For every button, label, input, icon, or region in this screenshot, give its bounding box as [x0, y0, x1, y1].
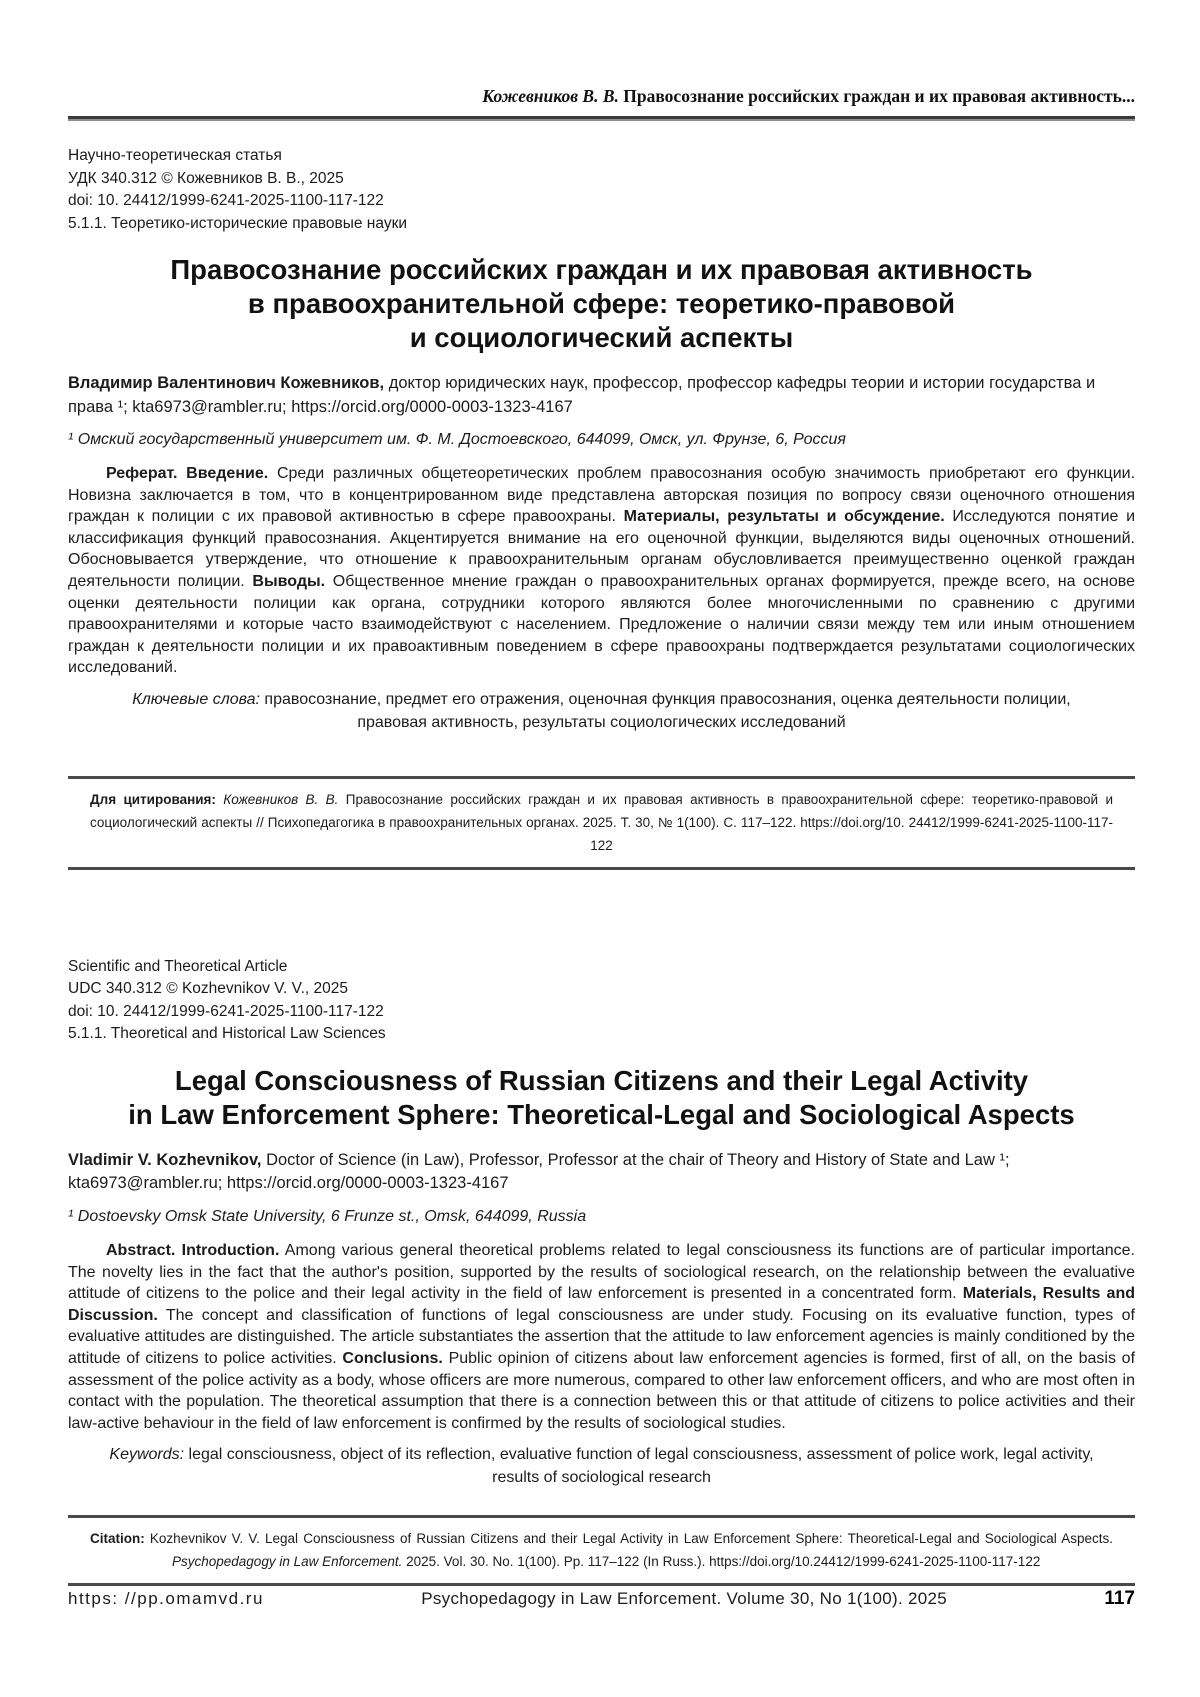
- section-code-en: 5.1.1. Theoretical and Historical Law Sciences: [68, 1025, 386, 1043]
- footer-page-number: 117: [1104, 1588, 1135, 1609]
- citation-journal-en: Psychopedagogy in Law Enforcement.: [172, 1554, 403, 1570]
- abstract-label-conclusions-ru: Выводы.: [252, 572, 326, 590]
- abstract-text-materials-en: The concept and classification of functions of legal consciousness are under study. Focusing on its evaluative function, types of evaluative attitudes are distinguished. The article substantiates the assertion that the attitude to law enforcement agencies is mainly conditioned by the attitude of citizens to police activities.: [68, 1306, 1135, 1367]
- abstract-text-introduction-ru: Среди различных общетеоретических проблем правосознания особую значимость приобретают его функции. Новизна заключается в том, что в концентрированном виде представлена авторская позиция по вопросу связи оценочного отношения граждан к полиции с их правовой активностью в сфере правоохраны.: [68, 465, 1136, 526]
- keywords-text-en: legal consciousness, object of its reflection, evaluative function of legal consciousness, assessment of police work, legal activity, results of sociological research: [184, 1446, 1094, 1487]
- keywords-ru: [68, 688, 1135, 734]
- citation-ru: [90, 788, 1113, 857]
- citation-tail-en: 2025. Vol. 30. No. 1(100). Pp. 117–122 (In Russ.). https://doi.org/10.24412/1999-6241-2025-1100-117-122: [402, 1554, 1041, 1570]
- abstract-label-introduction-en: Abstract. Introduction.: [106, 1241, 280, 1259]
- header-rule: [68, 116, 1135, 121]
- abstract-text-materials-ru: Исследуются понятие и классификация функций правосознания. Акцентируется внимание на его оценочной функции, выделяются виды оценочных отношений. Обосновывается утверждение, что отношение к правоохранительным органам обусловливается преимущественно оценкой граждан деятельности полиции.: [68, 508, 1136, 590]
- citation-text-ru: Правосознание российских граждан и их правовая активность в правоохранительной сфере: теоретико-правовой и социологический аспекты // Психопедагогика в правоохранительных органах. 2025. Т. 30, № 1(100). С. 117–122. https://doi.org/10. 24412/1999-6241-2025-1100-117-122: [90, 791, 1113, 853]
- keywords-en: [68, 1443, 1135, 1489]
- abstract-label-conclusions-en: Conclusions.: [342, 1349, 443, 1367]
- article-title-ru: Правосознание российских граждан и их правовая активность в правоохранительной сфере: теоретико-правовой и социологический аспекты: [170, 254, 1033, 353]
- author-block-en: [68, 1149, 1135, 1196]
- abstract-label-introduction-ru: Реферат. Введение.: [106, 465, 269, 482]
- affiliation-en: ¹ Dostoevsky Omsk State University, 6 Frunze st., Omsk, 644099, Russia: [68, 1207, 587, 1225]
- author-orcid-link-en[interactable]: https://orcid.org/0000-0003-1323-4167: [226, 1174, 509, 1193]
- citation-box-ru: [68, 776, 1135, 870]
- abstract-label-materials-en: Materials, Results and Discussion.: [68, 1285, 1135, 1324]
- doi-link-ru[interactable]: doi: 10. 24412/1999-6241-2025-1100-117-122: [68, 192, 384, 209]
- udc-en: UDC 340.312 © Kozhevnikov V. V., 2025: [68, 980, 348, 998]
- author-sep-ru: ;: [282, 397, 292, 416]
- running-head: [68, 86, 1135, 116]
- keywords-label-ru: Ключевые слова:: [132, 690, 260, 708]
- doi-link-en[interactable]: doi: 10. 24412/1999-6241-2025-1100-117-122: [68, 1002, 384, 1020]
- author-details-en: Doctor of Science (in Law), Professor, Professor at the chair of Theory and History of State and Law ¹;: [261, 1150, 1010, 1169]
- keywords-label-en: Keywords:: [109, 1446, 185, 1464]
- affiliation-ru: ¹ Омский государственный университет им. Ф. М. Достоевского, 644099, Омск, ул. Фрунзе, 6, Россия: [68, 431, 846, 448]
- author-block-ru: [68, 372, 1135, 419]
- abstract-label-materials-ru: Материалы, результаты и обсуждение.: [623, 508, 945, 526]
- metadata-ru: [68, 145, 1135, 235]
- abstract-text-conclusions-en: Public opinion of citizens about law enforcement agencies is formed, first of all, on the basis of assessment of the police activity as a body, whose officers are more numerous, compared to other law enforcement officers, and who are most often in contact with the population. The theoretical assumption that there is a connection between this or that attitude of citizens to police activities and their law-active behaviour in the field of law enforcement is confirmed by the results of sociological studies.: [68, 1349, 1136, 1432]
- citation-author-ru: Кожевников В. В.: [215, 791, 339, 807]
- article-type-en: Scientific and Theoretical Article: [68, 957, 288, 975]
- abstract-ru: [68, 463, 1135, 679]
- section-code-ru: 5.1.1. Теоретико-исторические правовые науки: [68, 214, 408, 232]
- abstract-text-conclusions-ru: Общественное мнение граждан о правоохранительных органах формируется, прежде всего, на основе оценки деятельности полиции как органа, сотрудники которого являются более многочисленными по сравнению с другими правоохранителями и которые часто взаимодействуют с населением. Предложение о наличии связи между тем или иным отношением граждан к деятельности полиции и их правоактивным поведением в сфере правоохраны подтверждается результатами социологических исследований.: [68, 572, 1136, 677]
- author-email-en[interactable]: kta6973@rambler.ru: [68, 1174, 218, 1193]
- author-orcid-link-ru[interactable]: https://orcid.org/0000-0003-1323-4167: [291, 397, 573, 416]
- abstract-en: [68, 1240, 1135, 1434]
- author-name-en: Vladimir V. Kozhevnikov,: [68, 1150, 262, 1169]
- citation-box-en: [68, 1515, 1135, 1586]
- article-type-ru: Научно-теоретическая статья: [68, 147, 282, 164]
- citation-en: [90, 1527, 1113, 1573]
- author-details-ru: доктор юридических наук, профессор, профессор кафедры теории и истории государства и права ¹;: [68, 374, 1096, 416]
- footer-journal-url[interactable]: https: //pp.omamvd.ru: [68, 1589, 264, 1608]
- citation-label-en: Citation:: [90, 1531, 145, 1547]
- article-title-en: Legal Consciousness of Russian Citizens and their Legal Activity in Law Enforcement Sphere: Theoretical-Legal and Sociological Aspects: [128, 1064, 1075, 1130]
- footer-journal-line: Psychopedagogy in Law Enforcement. Volume 30, No 1(100). 2025: [421, 1589, 948, 1608]
- udc-ru: УДК 340.312 © Кожевников В. В., 2025: [68, 169, 344, 187]
- citation-text-en: Kozhevnikov V. V. Legal Consciousness of Russian Citizens and their Legal Activity in Law Enforcement Sphere: Theoretical-Legal and Sociological Aspects.: [144, 1531, 1113, 1547]
- page-footer: [68, 1588, 1135, 1610]
- author-name-ru: Владимир Валентинович Кожевников,: [68, 374, 385, 392]
- author-sep-en: ;: [217, 1174, 227, 1193]
- abstract-text-introduction-en: Among various general theoretical problems related to legal consciousness its functions are of particular importance. The novelty lies in the fact that the author's position, supported by the results of sociological research, on the relationship between the evaluative attitude of citizens to the police and their legal activity in the field of law enforcement is presented in a concentrated form.: [68, 1241, 1135, 1303]
- keywords-text-ru: правосознание, предмет его отражения, оценочная функция правосознания, оценка деятельности полиции, правовая активность, результаты социологических исследований: [259, 690, 1071, 731]
- citation-label-ru: Для цитирования:: [90, 791, 216, 807]
- author-email-ru[interactable]: kta6973@rambler.ru: [132, 397, 283, 416]
- running-head-author: Кожевников В. В.: [482, 86, 619, 106]
- running-head-title: Правосознание российских граждан и их правовая активность...: [618, 86, 1135, 106]
- metadata-en: [68, 956, 1135, 1046]
